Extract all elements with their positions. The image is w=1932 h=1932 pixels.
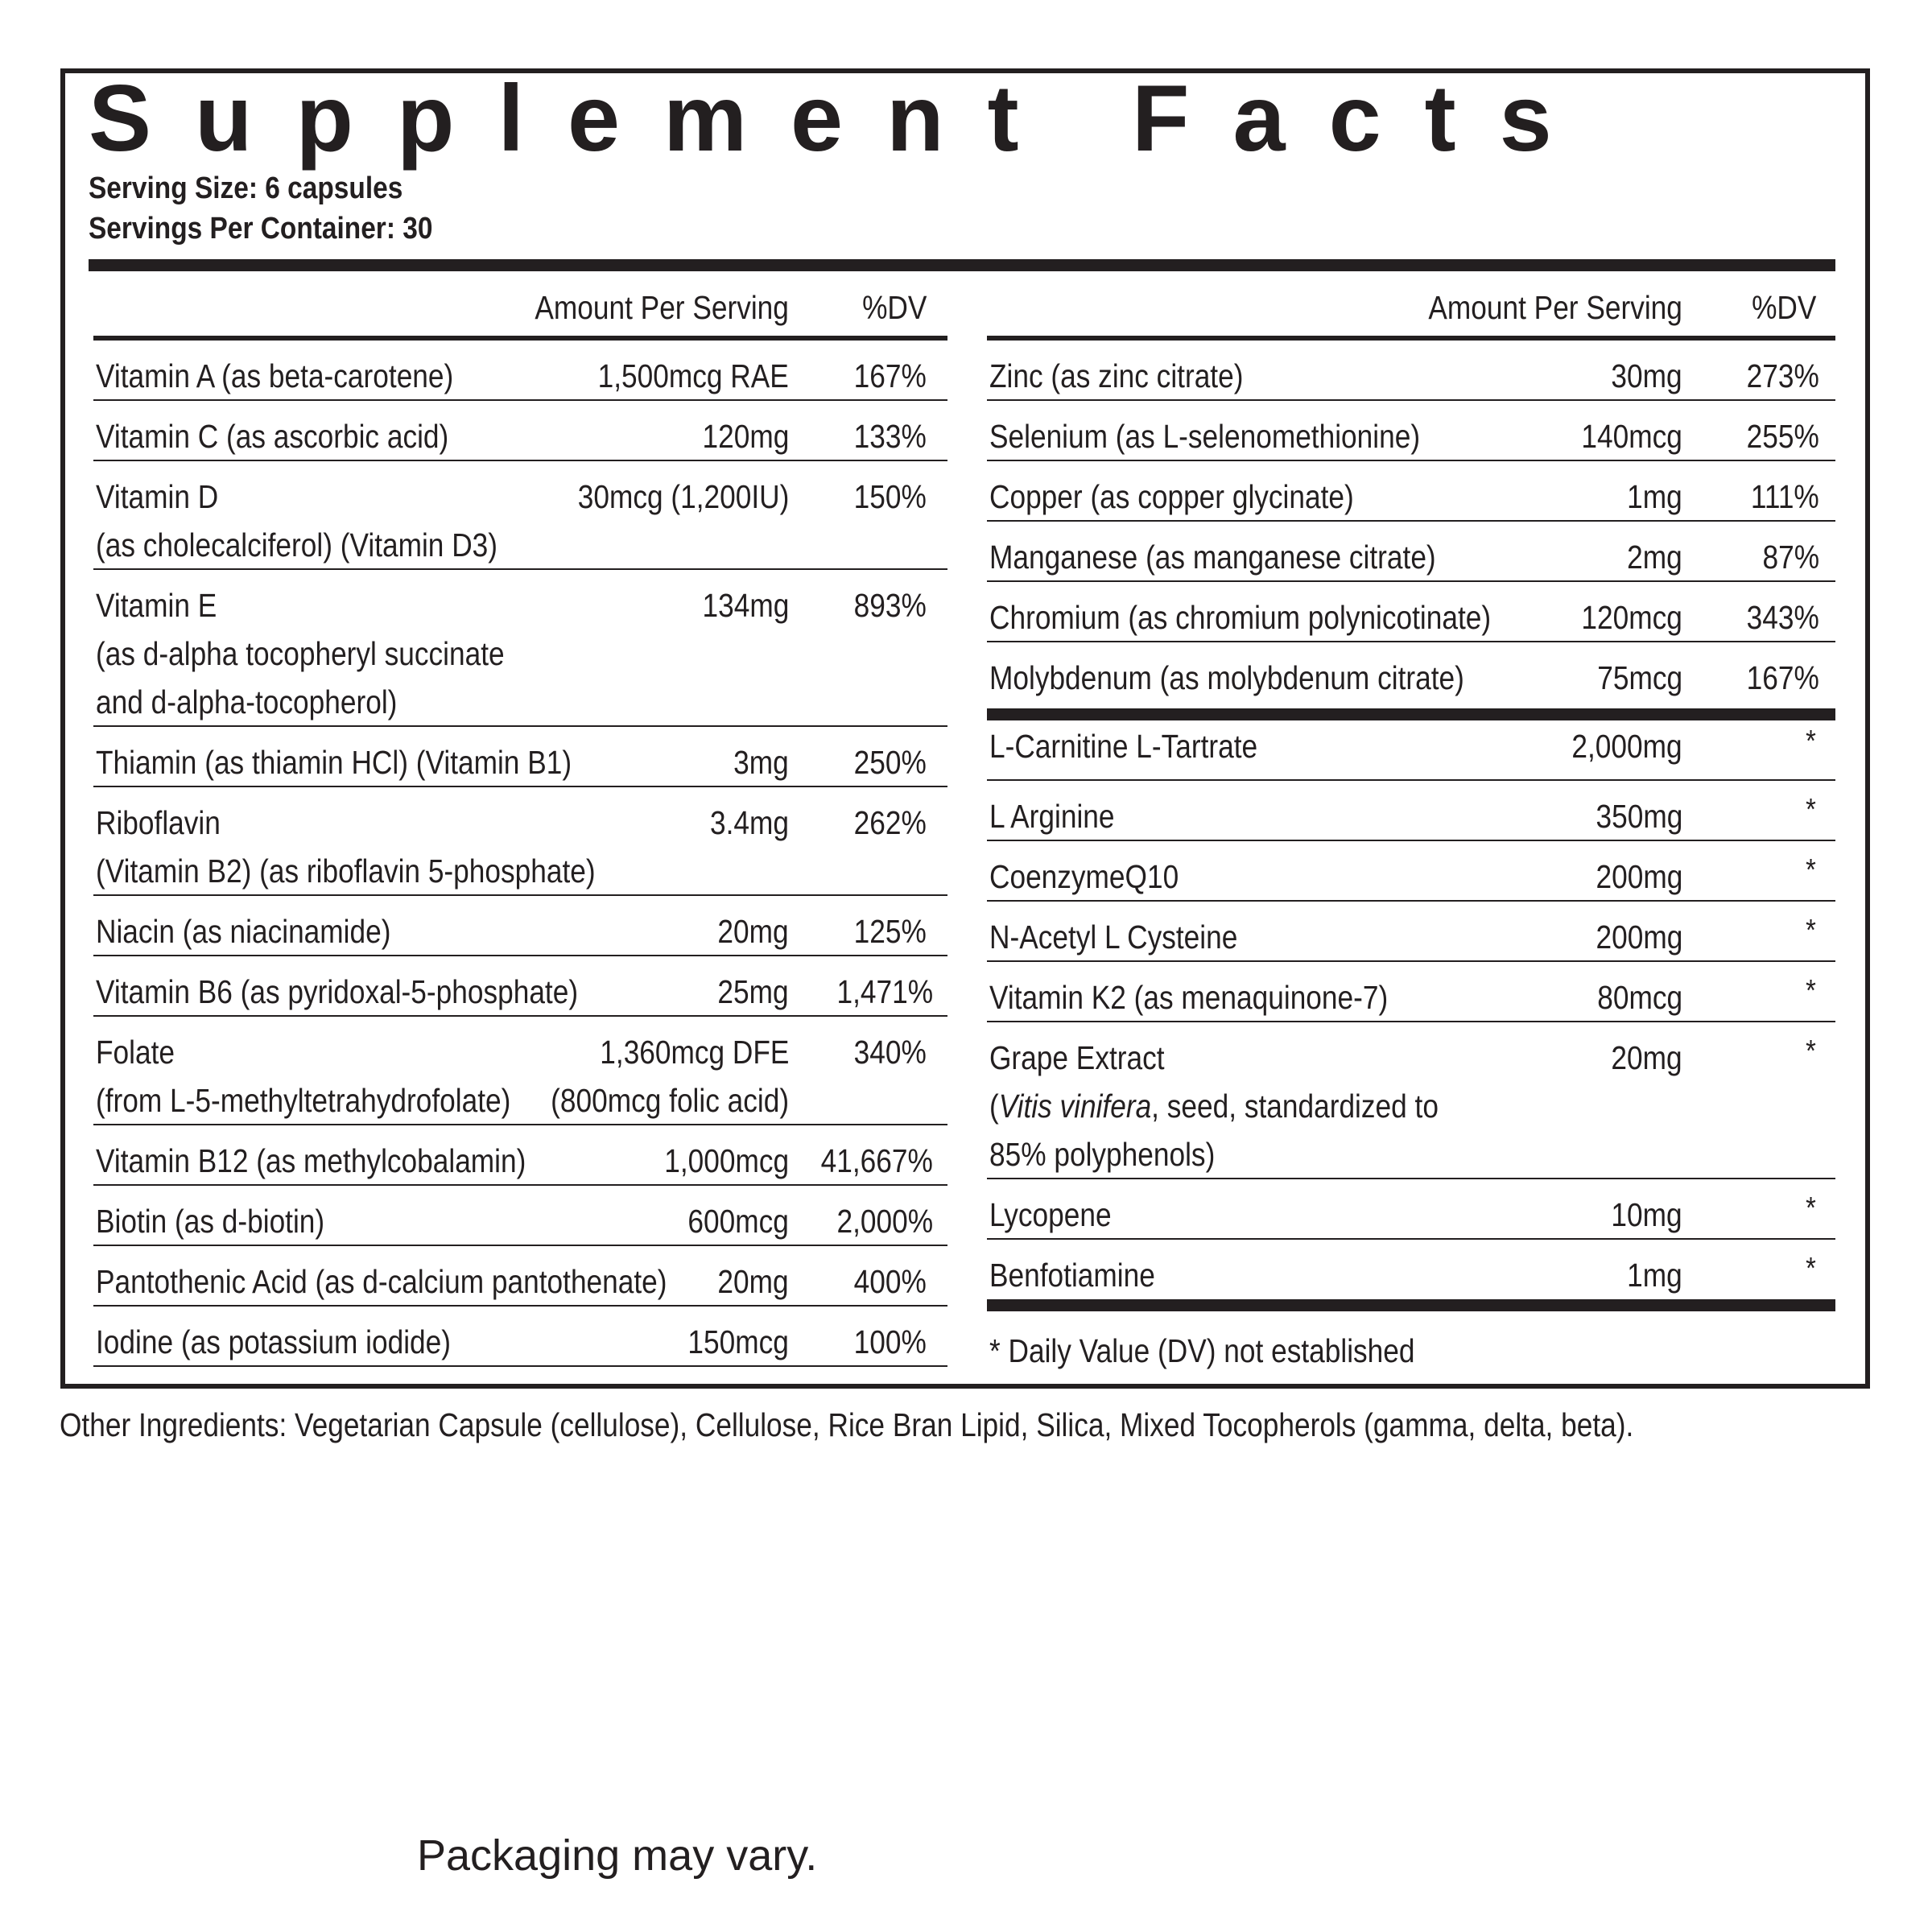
not-established-marker: * <box>1806 914 1816 947</box>
nutrient-name: Vitamin C (as ascorbic acid) <box>96 418 449 455</box>
nutrient-dv: 111% <box>1751 478 1819 515</box>
not-established-marker: * <box>1806 724 1816 758</box>
ingredient-row <box>987 1022 1835 1179</box>
ingredient-row <box>987 902 1835 962</box>
ingredient-row <box>987 1179 1835 1240</box>
nutrient-dv: 273% <box>1746 357 1819 394</box>
nutrient-name: Iodine (as potassium iodide) <box>96 1323 451 1360</box>
nutrient-row <box>93 727 947 787</box>
ingredient-name: L Arginine <box>989 798 1115 835</box>
ingredient-row <box>987 841 1835 902</box>
ingredient-row <box>987 720 1835 781</box>
ingredient-amount: 2,000mg <box>1571 728 1682 765</box>
ingredient-row <box>987 781 1835 841</box>
left-nutrient-column <box>93 272 947 1367</box>
nutrient-amount: 150mcg <box>687 1323 789 1360</box>
nutrient-amount: 25mg <box>717 973 789 1010</box>
not-established-marker: * <box>1806 974 1816 1008</box>
nutrient-amount: 600mcg <box>687 1203 789 1240</box>
nutrient-name: Riboflavin <box>96 804 221 841</box>
nutrient-name-line2: (Vitamin B2) (as riboflavin 5-phosphate) <box>96 852 596 890</box>
nutrient-amount: 30mcg (1,200IU) <box>577 478 789 515</box>
ingredient-name: Vitamin K2 (as menaquinone-7) <box>989 979 1389 1016</box>
dv-header: %DV <box>861 289 927 326</box>
other-ingredients: Other Ingredients: Vegetarian Capsule (cellulose), Cellulose, Rice Bran Lipid, Silica, Mixed Tocopherols (gamma, delta, beta). <box>60 1406 1634 1443</box>
nutrient-row <box>987 341 1835 401</box>
ingredient-amount: 10mg <box>1611 1196 1682 1233</box>
nutrient-dv: 400% <box>853 1263 927 1300</box>
nutrient-row <box>93 787 947 896</box>
nutrient-name: Thiamin (as thiamin HCl) (Vitamin B1) <box>96 744 572 781</box>
nutrient-amount: 1,360mcg DFE <box>599 1034 789 1071</box>
nutrient-name: Chromium (as chromium polynicotinate) <box>989 599 1492 636</box>
nutrient-name: Copper (as copper glycinate) <box>989 478 1354 515</box>
ingredient-row <box>987 1240 1835 1311</box>
nutrient-row <box>93 1125 947 1186</box>
ingredient-amount: 350mg <box>1596 798 1682 835</box>
ingredient-name-line3: 85% polyphenols) <box>989 1136 1216 1173</box>
nutrient-amount: 20mg <box>717 1263 789 1300</box>
nutrient-row <box>93 1246 947 1307</box>
ingredient-name: Lycopene <box>989 1196 1112 1233</box>
nutrient-amount: 120mg <box>702 418 789 455</box>
nutrient-name-line2: (as d-alpha tocopheryl succinate <box>96 635 505 672</box>
nutrient-amount: 120mcg <box>1581 599 1682 636</box>
nutrient-row <box>93 341 947 401</box>
nutrient-dv: 250% <box>853 744 927 781</box>
nutrient-name: Vitamin A (as beta-carotene) <box>96 357 454 394</box>
nutrient-dv: 2,000% <box>836 1203 933 1240</box>
nutrient-name: Folate <box>96 1034 175 1071</box>
nutrient-dv: 41,667% <box>820 1142 933 1179</box>
nutrient-amount: 1,500mcg RAE <box>597 357 789 394</box>
ingredient-amount: 20mg <box>1611 1039 1682 1076</box>
nutrient-row <box>93 1307 947 1367</box>
nutrient-row <box>93 896 947 956</box>
ingredient-name: L-Carnitine L-Tartrate <box>989 728 1258 765</box>
nutrient-name: Zinc (as zinc citrate) <box>989 357 1244 394</box>
nutrient-dv: 167% <box>1746 659 1819 696</box>
nutrient-amount: 2mg <box>1627 539 1682 576</box>
nutrient-amount-line2: (800mcg folic acid) <box>551 1082 789 1119</box>
nutrient-name: Pantothenic Acid (as d-calcium pantothenate) <box>96 1263 667 1300</box>
nutrient-name-line2: (from L-5-methyltetrahydrofolate) <box>96 1082 511 1119</box>
nutrient-row <box>93 956 947 1017</box>
nutrient-amount: 30mg <box>1611 357 1682 394</box>
servings-per-container: Servings Per Container: 30 <box>89 212 433 246</box>
nutrient-amount: 75mcg <box>1597 659 1682 696</box>
nutrient-amount: 140mcg <box>1581 418 1682 455</box>
right-nutrient-column <box>987 272 1835 1311</box>
daily-value-footnote: * Daily Value (DV) not established <box>989 1332 1415 1369</box>
nutrient-name: Vitamin E <box>96 587 217 624</box>
not-established-marker: * <box>1806 1191 1816 1225</box>
ingredient-name: Grape Extract <box>989 1039 1165 1076</box>
nutrient-row <box>987 642 1835 720</box>
nutrient-row <box>93 1017 947 1125</box>
nutrient-name: Biotin (as d-biotin) <box>96 1203 325 1240</box>
nutrient-row <box>93 1186 947 1246</box>
nutrient-name: Molybdenum (as molybdenum citrate) <box>989 659 1464 696</box>
ingredient-row <box>987 962 1835 1022</box>
ingredient-amount: 200mg <box>1596 919 1682 956</box>
nutrient-dv: 262% <box>853 804 927 841</box>
nutrient-name: Vitamin B6 (as pyridoxal-5-phosphate) <box>96 973 579 1010</box>
packaging-note: Packaging may vary. <box>417 1831 818 1880</box>
nutrient-amount: 1,000mcg <box>664 1142 789 1179</box>
nutrient-dv: 255% <box>1746 418 1819 455</box>
serving-size: Serving Size: 6 capsules <box>89 171 403 205</box>
nutrient-dv: 150% <box>853 478 927 515</box>
nutrient-dv: 87% <box>1762 539 1819 576</box>
nutrient-amount: 3mg <box>733 744 789 781</box>
nutrient-dv: 167% <box>853 357 927 394</box>
nutrient-dv: 1,471% <box>836 973 933 1010</box>
nutrient-name-line2: (as cholecalciferol) (Vitamin D3) <box>96 526 498 564</box>
nutrient-name: Vitamin D <box>96 478 219 515</box>
not-established-marker: * <box>1806 1034 1816 1068</box>
ingredient-amount: 1mg <box>1627 1257 1682 1294</box>
ingredient-name: N-Acetyl L Cysteine <box>989 919 1238 956</box>
nutrient-amount: 3.4mg <box>710 804 789 841</box>
nutrient-amount: 134mg <box>702 587 789 624</box>
nutrient-row <box>987 401 1835 461</box>
nutrient-row <box>93 401 947 461</box>
ingredient-amount: 80mcg <box>1597 979 1682 1016</box>
amount-header: Amount Per Serving <box>535 289 789 326</box>
column-header <box>987 272 1835 341</box>
dv-header: %DV <box>1751 289 1816 326</box>
ingredient-name: Benfotiamine <box>989 1257 1155 1294</box>
nutrient-dv: 125% <box>853 913 927 950</box>
panel-title: Supplement Facts <box>89 65 1596 171</box>
nutrient-row <box>93 570 947 727</box>
amount-header: Amount Per Serving <box>1428 289 1682 326</box>
nutrient-row <box>987 461 1835 522</box>
nutrient-row <box>987 582 1835 642</box>
nutrient-dv: 343% <box>1746 599 1819 636</box>
nutrient-dv: 893% <box>853 587 927 624</box>
nutrient-name-line3: and d-alpha-tocopherol) <box>96 683 398 720</box>
ingredient-name-line2: (Vitis vinifera, seed, standardized to <box>989 1088 1439 1125</box>
not-established-marker: * <box>1806 793 1816 827</box>
nutrient-row <box>987 522 1835 582</box>
ingredient-name: CoenzymeQ10 <box>989 858 1179 895</box>
nutrient-amount: 20mg <box>717 913 789 950</box>
column-header <box>93 272 947 341</box>
nutrient-amount: 1mg <box>1627 478 1682 515</box>
top-divider-bar <box>89 259 1835 271</box>
nutrient-name: Manganese (as manganese citrate) <box>989 539 1436 576</box>
botanical-name: Vitis vinifera <box>998 1088 1152 1125</box>
not-established-marker: * <box>1806 853 1816 887</box>
not-established-marker: * <box>1806 1252 1816 1286</box>
nutrient-dv: 100% <box>853 1323 927 1360</box>
nutrient-row <box>93 461 947 570</box>
nutrient-name: Vitamin B12 (as methylcobalamin) <box>96 1142 526 1179</box>
nutrient-dv: 340% <box>853 1034 927 1071</box>
ingredient-amount: 200mg <box>1596 858 1682 895</box>
nutrient-name: Niacin (as niacinamide) <box>96 913 391 950</box>
nutrient-dv: 133% <box>853 418 927 455</box>
nutrient-name: Selenium (as L-selenomethionine) <box>989 418 1421 455</box>
